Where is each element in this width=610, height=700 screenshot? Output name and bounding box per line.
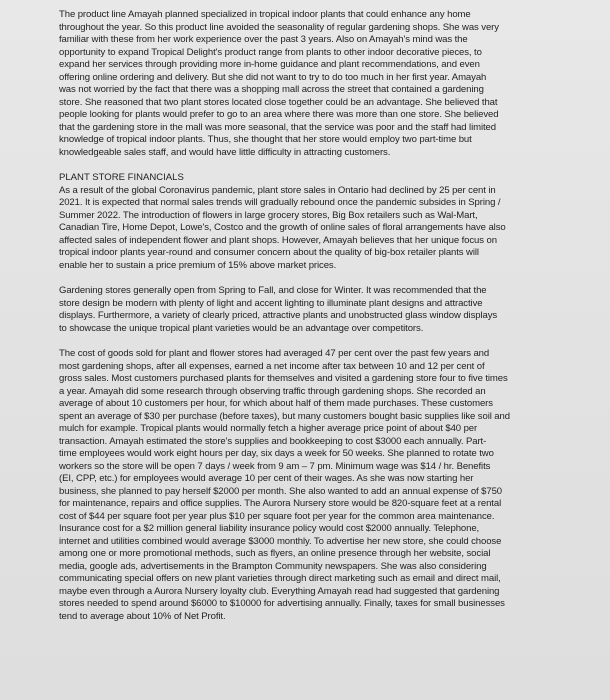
text-line: communicating special offers on new plant varieties through direct marketing such as email and direct mail, bbox=[59, 573, 501, 584]
text-line: cost of $44 per square foot per year plus $10 per square foot per year for the common area maintenance. bbox=[59, 510, 495, 522]
text-line: expand her services through providing more in-home guidance and plant recommendations, and even bbox=[59, 59, 480, 70]
paragraph-spacer bbox=[59, 335, 570, 348]
paragraph-product-line bbox=[59, 9, 570, 159]
text-line: mulch for example. Tropical plants would normally fetch a higher average price point of about $40 per bbox=[59, 423, 478, 434]
paragraph-spacer bbox=[59, 272, 570, 285]
text-line: As a result of the global Coronavirus pandemic, plant store sales in Ontario had declined by 25 per cent in bbox=[59, 184, 496, 196]
text-line: store design be modern with plenty of light and accent lighting to illuminate plant designs and attractive bbox=[59, 297, 483, 309]
text-line: people looking for plants would prefer to go to an area where there was more than one store. She believed bbox=[59, 109, 499, 120]
text-line: Canadian Tire, Home Depot, Lowe's, Costco and the growth of online sales of floral arrangements have also bbox=[59, 222, 506, 233]
text-line: knowledge of tropical indoor plants. Thus, she thought that her store would employ two part-time but bbox=[59, 134, 472, 145]
text-line: spent an average of $30 per purchase (before taxes), but many customers bought basic supplies like soil and bbox=[59, 410, 510, 422]
text-line: displays. Furthermore, a variety of clearly priced, attractive plants and unobstructed glass window displays bbox=[59, 310, 498, 321]
text-line: Insurance cost for a $2 million general liability insurance policy would cost $2000 annually. Telephone, bbox=[59, 523, 480, 534]
text-line: most gardening shops, after all expenses, earned a net income after tax between 10 and 12 per cent of bbox=[59, 360, 485, 372]
text-line: affected sales of independent flower and plant shops. However, Amayah believes that her unique focus on bbox=[59, 234, 497, 246]
text-line: Summer 2022. The introduction of flowers in large grocery stores, Big Box retailers such as Wal-Mart, bbox=[59, 209, 478, 221]
text-line: to showcase the unique tropical plant varieties would be an advantage over competitors. bbox=[59, 322, 424, 334]
paragraph-store-design bbox=[59, 285, 570, 335]
text-line: store. She reasoned that two plant stores located close together could be an advantage. She believed that bbox=[59, 96, 498, 108]
text-line: tend to average about 10% of Net Profit. bbox=[59, 610, 226, 622]
text-line: a year. Amayah did some research through observing traffic through gardening shops. She recorded an bbox=[59, 385, 486, 397]
text-line: offering online ordering and delivery. But she did not want to try to do too much in her first year. Amayah bbox=[59, 71, 487, 83]
text-line: familiar with these from her work experience over the past 3 years. Also on Amayah's mind was the bbox=[59, 34, 468, 45]
text-line: internet and utilities combined would average $3000 monthly. To advertise her new store, she could choose bbox=[59, 535, 502, 547]
text-line: among one or more promotional methods, such as flyers, an online presence through her website, social bbox=[59, 548, 491, 559]
text-line: The cost of goods sold for plant and flower stores had averaged 47 per cent over the past few years and bbox=[59, 348, 490, 359]
text-line: for maintenance, repairs and office supplies. The Aurora Nursery store would be 820-square feet at a rental bbox=[59, 498, 502, 509]
text-line: opportunity to expand Tropical Delight's product range from plants to other indoor decorative pieces, to bbox=[59, 46, 482, 58]
text-line: throughout the year. So this product line avoided the seasonality of regular gardening shops. She was very bbox=[59, 21, 499, 33]
text-line: maybe even through a Aurora Nursery loyalty club. Everything Amayah read had suggested that gardening bbox=[59, 585, 500, 597]
text-line: stores needed to spend around $6000 to $10000 for advertising annually. Finally, taxes for small businesses bbox=[59, 598, 505, 609]
text-line: media, google ads, advertisements in the Brampton Community newspapers. She was also considering bbox=[59, 560, 487, 572]
text-line: was not worried by the fact that there was a shopping mall across the street that contained a gardening bbox=[59, 84, 484, 95]
text-line: that the gardening store in the mall was more seasonal, that the service was poor and the staff had limited bbox=[59, 121, 496, 133]
section-heading: PLANT STORE FINANCIALS bbox=[59, 172, 184, 183]
paragraph-plant-store-financials bbox=[59, 185, 570, 273]
paragraph-cost-details bbox=[59, 348, 570, 623]
paragraph-spacer bbox=[59, 159, 570, 172]
text-line: average of about 10 customers per hour, for which about half of them made purchases. These customers bbox=[59, 398, 493, 409]
text-line: knowledgeable sales staff, and would have little difficulty in attracting customers. bbox=[59, 146, 391, 158]
text-line: workers so the store will be open 7 days / week from 9 am – 7 pm. Minimum wage was $14 / hr. Benefits bbox=[59, 460, 491, 472]
text-line: gross sales. Most customers purchased plants for themselves and visited a gardening store four to five times bbox=[59, 373, 508, 384]
text-line: transaction. Amayah estimated the store's supplies and bookkeeping to cost $3000 each annually. Part- bbox=[59, 435, 487, 447]
text-line: Gardening stores generally open from Spring to Fall, and close for Winter. It was recommended that the bbox=[59, 285, 487, 296]
text-line: The product line Amayah planned specialized in tropical indoor plants that could enhance any home bbox=[59, 9, 471, 20]
text-line: business, she planned to pay herself $2000 per month. She also wanted to add an annual expense of $750 bbox=[59, 485, 503, 497]
text-line: 2021. It is expected that normal sales trends will gradually rebound once the pandemic subsides in Spring / bbox=[59, 197, 501, 208]
text-line: time employees would work eight hours per day, six days a week for 50 weeks. She planned to rotate two bbox=[59, 448, 494, 459]
text-line: tropical indoor plants year-round and consumer concern about the quality of big-box retailer plants will bbox=[59, 247, 479, 258]
text-line: (EI, CPP, etc.) for employees would average 10 per cent of their wages. As she was now starting her bbox=[59, 473, 474, 484]
text-line: enable her to sustain a price premium of 15% above market prices. bbox=[59, 259, 337, 271]
